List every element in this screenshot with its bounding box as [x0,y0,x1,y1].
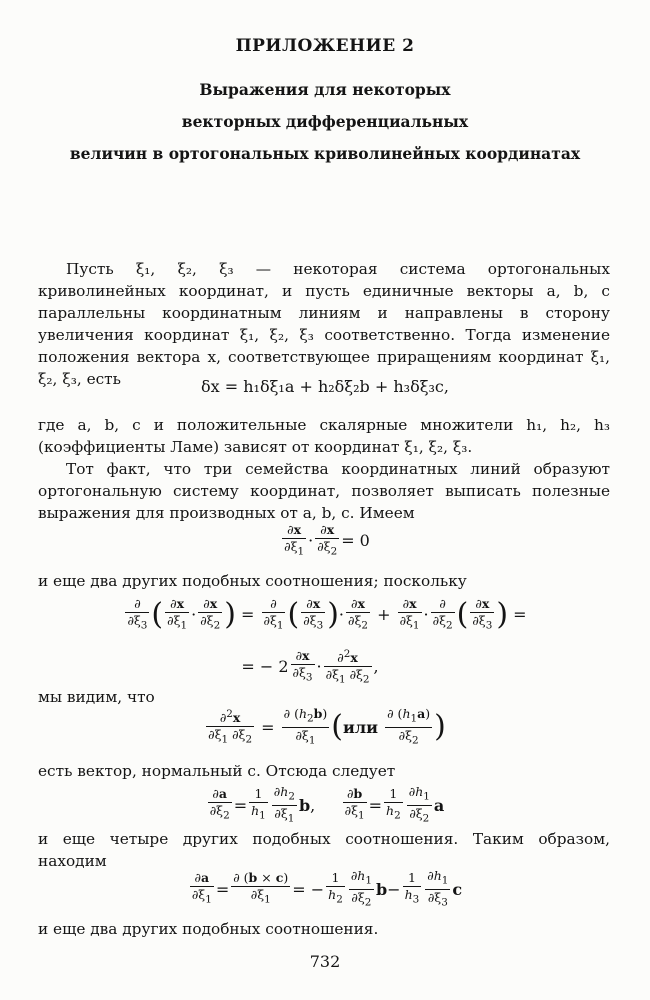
eq4-prefix: = − 2 [241,657,289,677]
eq2-rhs: = 0 [341,531,370,551]
paragraph-2: где a, b, c и положительные скалярные множители h₁, h₂, h₃ (коэффициенты Ламе) зависят от координат ξ₁, ξ₂, ξ₃. [38,416,610,456]
page-number: 732 [309,952,341,971]
eq5-or: или [343,717,379,737]
title-line-2: векторных дифференциальных [181,112,469,131]
paragraph-3: Тот факт, что три семейства координатных линий образуют ортогональную систему координат, позволяет выписать полезные выражения для производных от a, b, c. Имеем [38,460,610,522]
paragraph-8: и еще два других подобных соотношения. [38,920,379,938]
title-line-1: Выражения для некоторых [199,80,451,99]
eq7-minus: − [387,879,401,899]
title-line-3: величин в ортогональных криволинейных координатах [69,144,581,163]
equation-displacement: δx = h₁δξ₁a + h₂δξ₂b + h₃δξ₃c, [201,377,449,396]
appendix-heading: ПРИЛОЖЕНИЕ 2 [235,36,415,56]
paragraph-7: и еще четыре других подобных соотношения. Таким образом, находим [38,830,610,870]
paragraph-4: и еще два других подобных соотношения; поскольку [38,572,467,590]
equation-derivative-chain: ∂ $\partial\xi_3$ ( ∂x $\partial\xi_1$ · ∂x $\partial\xi_2$ ) = ∂ $\partial\xi_1$ ( ∂x $\partial\xi_3$ ) · ∂x $\partial\xi_2$ + $\frac{\partial x}{\partial\xi_1}$ · ∂ $\partial\xi_2$ ( ∂x $\partial\xi_3$ ) = [127,596,527,632]
paragraph-6: есть вектор, нормальный c. Отсюда следует [38,762,396,780]
equation-orthogonality: ∂x $\partial\xi_1$ · $\frac{\partial x}{\partial\xi_2}$ = 0 [284,522,370,558]
equation-basis-derivatives: $\frac{\partial a}{\partial\xi_2}$ = $\frac{1}{h_1}$ $\partial h_2$ $\partial\xi_1$ b , $\frac{\partial b}{\partial\xi_1}$ = $\frac{1}{h_2}$ $\partial h_1$ $\partial\xi_2$ a [209,784,445,824]
equation-a-derivative: $\frac{\partial a}{\partial\xi_1}$ = $\frac{\partial (b \times c)}{\partial\xi_1}$ = − $\frac{1}{h_2}$ $\partial h_1$ $\partial\xi_2$ b − $\frac{1}{h_3}$ $\partial h_1$ $\partial\xi_3$ c [191,868,463,908]
paragraph-1: Пусть ξ₁, ξ₂, ξ₃ — некоторая система ортогональных криволинейных координат, и пусть единичные векторы a, b, c параллельны координатным линиям и направлены в сторону увеличения координат ξ₁, ξ₂, ξ₃ соответственно. Тогда изменение положения вектора x, соответствующее приращениям координат ξ₁, ξ₂, ξ₃, есть [38,260,610,388]
paragraph-5: мы видим, что [38,688,155,706]
equation-mixed-derivative: $\frac{\partial^2x}{\partial\xi_1 \partial\xi_2}$ = $\frac{\partial (h_2b)}{\partial\xi_1}$ ( или ∂ $(h_1a)$ $\partial\xi_2$ ) [208,706,446,746]
equation-second-derivative: = − 2 ∂x $\partial\xi_3$ · ∂$^2$x $\partial\xi_1$ $\partial\xi_2$ , [241,648,379,686]
